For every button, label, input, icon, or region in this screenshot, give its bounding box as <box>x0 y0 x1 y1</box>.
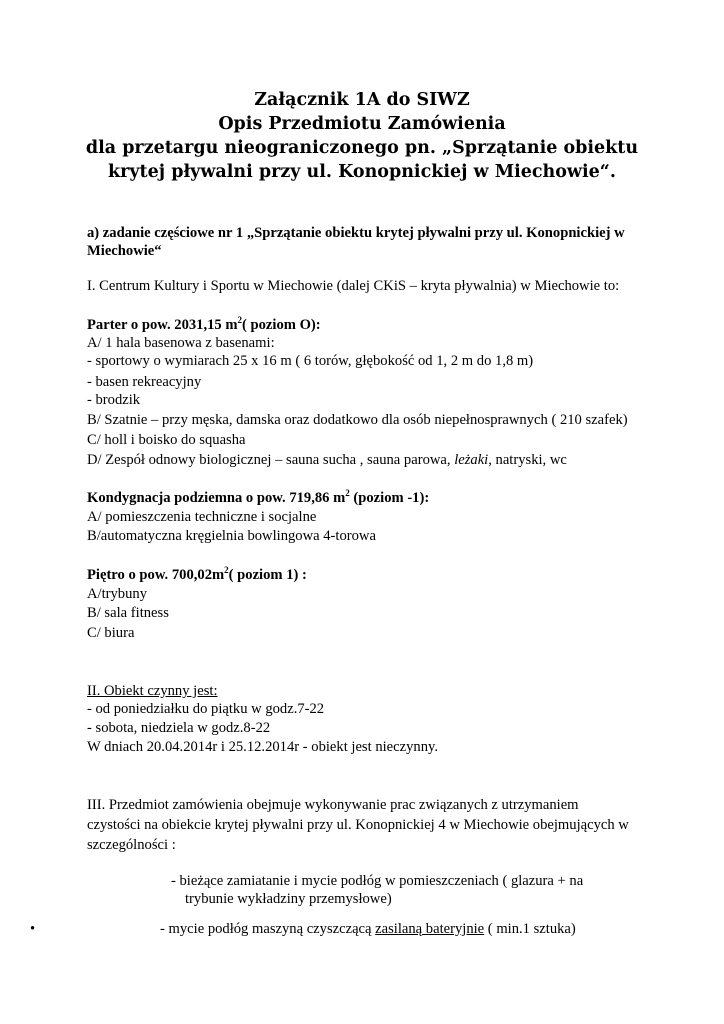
parter-heading: Parter o pow. 2031,15 $m^2$( poziom O): <box>87 315 321 333</box>
parter-item-a2: - basen rekreacyjny <box>87 374 202 390</box>
underground-heading: Kondygnacja podziemna o pow. 719,86 $m^2$ (poziom -1): <box>87 488 430 506</box>
parter-item-a3: - brodzik <box>87 392 141 408</box>
scope-line-2: czystości na obiekcie krytej pływalni przy ul. Konopnickiej 4 w Miechowie obejmujących w <box>87 817 629 833</box>
intro-text: I. Centrum Kultury i Sportu w Miechowie (dalej CKiS – kryta pływalnia) w Miechowie to: <box>87 278 620 294</box>
scope-item-2: - mycie podłóg maszyną czyszczącą zasilaną bateryjnie ( min.1 sztuka) <box>160 921 576 937</box>
parter-item-d: D/ Zespół odnowy biologicznej – sauna sucha , sauna parowa, leżaki, natryski, wc <box>87 452 567 468</box>
floor1-item-b: B/ sala fitness <box>87 605 169 621</box>
title-line-2: Opis Przedmiotu Zamówienia <box>218 114 506 134</box>
title-line-1: Załącznik 1A do SIWZ <box>254 90 470 110</box>
parter-item-a: A/ 1 hala basenowa z basenami: <box>87 335 275 351</box>
document-title <box>0 88 724 184</box>
bullet-icon: • <box>30 921 36 937</box>
scope-line-3: szczególności : <box>87 837 176 853</box>
parter-item-a1: - sportowy o wymiarach 25 x 16 m ( 6 torów, głębokość od 1, 2 m do 1,8 m) <box>87 353 534 369</box>
hours-closed-days: W dniach 20.04.2014r i 25.12.2014r - obiekt jest nieczynny. <box>87 739 438 755</box>
hours-weekend: - sobota, niedziela w godz.8-22 <box>87 720 271 736</box>
title-line-3: dla przetargu nieograniczonego pn. „Sprzątanie obiektu <box>85 138 639 158</box>
hours-weekdays: - od poniedziałku do piątku w godz.7-22 <box>87 701 325 717</box>
scope-item-1-line-2: trybunie wykładziny przemysłowe) <box>185 891 392 907</box>
hours-heading: II. Obiekt czynny jest: <box>87 683 218 699</box>
floor1-heading: Piętro o pow. $700,02m^2$( poziom 1) : <box>87 565 307 583</box>
floor1-item-a: A/trybuny <box>87 586 147 602</box>
scope-item-1-line-1: - bieżące zamiatanie i mycie podłóg w pomieszczeniach ( glazura + na <box>171 873 584 889</box>
underground-item-a: A/ pomieszczenia techniczne i socjalne <box>87 509 317 525</box>
underground-item-b: B/automatyczna kręgielnia bowlingowa 4-torowa <box>87 528 376 544</box>
parter-item-c: C/ holl i boisko do squasha <box>87 432 246 448</box>
task-heading-line-2: Miechowie“ <box>87 243 162 259</box>
floor1-item-c: C/ biura <box>87 625 135 641</box>
scope-line-1: III. Przedmiot zamówienia obejmuje wykonywanie prac związanych z utrzymaniem <box>87 797 579 813</box>
title-line-4: krytej pływalni przy ul. Konopnickiej w Miechowie“. <box>108 162 616 182</box>
parter-item-b: B/ Szatnie – przy męska, damska oraz dodatkowo dla osób niepełnosprawnych ( 210 szafek) <box>87 412 628 428</box>
task-heading-line-1: a) zadanie częściowe nr 1 „Sprzątanie obiektu krytej pływalni przy ul. Konopnickiej w <box>87 225 625 241</box>
